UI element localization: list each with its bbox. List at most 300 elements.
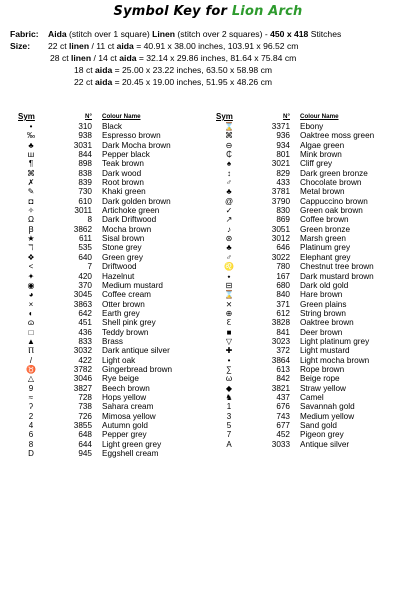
table-row: [214, 421, 410, 430]
cell-dmc-number: 451: [78, 318, 92, 328]
table-row: [16, 300, 212, 309]
table-row: [16, 141, 212, 150]
cell-dmc-number: 3862: [73, 224, 92, 234]
table-row: [16, 169, 212, 178]
size-line: [10, 40, 414, 52]
table-row: [214, 243, 410, 252]
table-row: [16, 178, 212, 187]
cell-colour-name: Beech brown: [102, 383, 150, 393]
cell-dmc-number: 780: [276, 262, 290, 272]
cell-colour-name: Metal brown: [300, 187, 345, 197]
cell-dmc-number: 898: [78, 159, 92, 169]
cell-dmc-number: 452: [276, 430, 290, 440]
cell-dmc-number: 3021: [271, 159, 290, 169]
table-row: [214, 346, 410, 355]
cell-colour-name: Elephant grey: [300, 252, 351, 262]
table-row: [214, 290, 410, 299]
cell-colour-name: Hare brown: [300, 290, 343, 300]
cell-colour-name: Hazelnut: [102, 271, 135, 281]
table-row: [16, 122, 212, 131]
table-row: [16, 225, 212, 234]
cell-symbol: ♞: [225, 392, 233, 402]
cell-colour-name: Otter brown: [102, 299, 145, 309]
cell-colour-name: Dark wood: [102, 168, 142, 178]
cell-symbol: ♉: [26, 364, 36, 374]
cell-symbol: ⌘: [225, 131, 233, 141]
cell-colour-name: Beige rope: [300, 374, 340, 384]
table-row: [214, 169, 410, 178]
cell-colour-name: Green bronze: [300, 224, 351, 234]
size-prefix: 18 ct: [74, 65, 96, 75]
size-label: Size:: [10, 41, 31, 51]
cell-symbol: ◕: [28, 290, 34, 300]
cell-dmc-number: 612: [276, 308, 290, 318]
cell-dmc-number: 371: [276, 299, 290, 309]
table-body: [214, 122, 410, 449]
cell-symbol: ♪: [227, 224, 231, 234]
size-fabric2: aida: [95, 77, 113, 87]
cell-colour-name: String brown: [300, 308, 346, 318]
cell-symbol: ◉: [27, 280, 35, 290]
table-header: [16, 111, 212, 122]
cell-symbol: Ꞵ: [28, 224, 34, 234]
size-line: [10, 52, 414, 64]
size-dims: = 32.14 x 29.86 inches, 81.64 x 75.84 cm: [136, 53, 297, 63]
cell-dmc-number: 3827: [73, 383, 92, 393]
cell-symbol: ✚: [225, 346, 233, 356]
table-row: [16, 318, 212, 327]
table-row: [214, 384, 410, 393]
fabric-label: Fabric:: [10, 29, 39, 39]
cell-colour-name: Medium yellow: [300, 411, 355, 421]
table-row: [16, 272, 212, 281]
cell-dmc-number: 642: [78, 308, 92, 318]
column-colour-name: Colour Name: [300, 113, 339, 120]
cell-colour-name: Dark green bronze: [300, 168, 368, 178]
size-dims: = 25.00 x 23.22 inches, 63.50 x 58.98 cm: [112, 65, 273, 75]
cell-symbol: Ω: [28, 215, 34, 225]
cell-dmc-number: 3864: [271, 355, 290, 365]
cell-symbol: ♂: [226, 178, 232, 188]
cell-symbol: 1: [226, 402, 232, 412]
cell-symbol: /: [29, 355, 33, 365]
cell-colour-name: Deer brown: [300, 327, 343, 337]
table-row: [16, 253, 212, 262]
size-prefix: 22 ct: [48, 41, 70, 51]
cell-symbol: ↗: [225, 215, 233, 225]
size-lines: [10, 40, 414, 88]
cell-dmc-number: 3782: [73, 364, 92, 374]
cell-colour-name: Dark Driftwood: [102, 215, 157, 225]
cell-dmc-number: 842: [276, 374, 290, 384]
cell-dmc-number: 3012: [271, 234, 290, 244]
size-dims: = 20.45 x 19.00 inches, 51.95 x 48.26 cm: [112, 77, 273, 87]
cell-dmc-number: 8: [87, 215, 92, 225]
cell-dmc-number: 436: [78, 327, 92, 337]
cell-symbol: ◆: [225, 383, 233, 393]
size-mid: / 14 ct: [91, 53, 120, 63]
cell-symbol: ♣: [226, 187, 232, 197]
table-header: [214, 111, 410, 122]
table-row: [16, 356, 212, 365]
cell-symbol: ⊕: [225, 308, 233, 318]
cell-symbol: ¶: [28, 159, 34, 169]
cell-dmc-number: 3033: [271, 439, 290, 449]
cell-dmc-number: 730: [78, 187, 92, 197]
cell-colour-name: Rye beige: [102, 374, 139, 384]
cell-colour-name: Cappuccino brown: [300, 196, 368, 206]
cell-dmc-number: 840: [276, 290, 290, 300]
table-row: [16, 262, 212, 271]
cell-colour-name: Khaki green: [102, 187, 146, 197]
cell-symbol: •: [227, 355, 231, 365]
table-row: [16, 197, 212, 206]
cell-dmc-number: 938: [78, 131, 92, 141]
cell-colour-name: Pepper black: [102, 150, 150, 160]
cell-colour-name: Ebony: [300, 122, 324, 131]
cell-dmc-number: 646: [276, 243, 290, 253]
cell-colour-name: Cliff grey: [300, 159, 333, 169]
cell-colour-name: Black: [102, 122, 123, 131]
cell-dmc-number: 841: [276, 327, 290, 337]
cell-dmc-number: 644: [78, 439, 92, 449]
cell-colour-name: Marsh green: [300, 234, 346, 244]
cell-symbol: ʔ: [29, 402, 33, 412]
cell-symbol: ℸ: [28, 243, 34, 253]
cell-dmc-number: 801: [276, 150, 290, 160]
cell-symbol: ⌛: [224, 290, 234, 300]
cell-dmc-number: 839: [78, 178, 92, 188]
cell-symbol: •: [29, 122, 33, 131]
table-row: [214, 393, 410, 402]
cell-symbol: ⊟: [225, 280, 233, 290]
cell-dmc-number: 611: [78, 234, 92, 244]
cell-colour-name: Coffee cream: [102, 290, 151, 300]
cell-colour-name: Autumn gold: [102, 421, 148, 430]
cell-symbol: ₵: [226, 150, 232, 160]
cell-colour-name: Dark old gold: [300, 280, 349, 290]
cell-symbol: ▲: [27, 336, 35, 346]
cell-colour-name: Driftwood: [102, 262, 137, 272]
cell-symbol: ◐: [28, 308, 34, 318]
cell-dmc-number: 3051: [271, 224, 290, 234]
cell-symbol: ✓: [225, 206, 233, 216]
cell-dmc-number: 726: [78, 411, 92, 421]
cell-dmc-number: 3046: [73, 374, 92, 384]
table-row: [214, 122, 410, 131]
table-row: [214, 141, 410, 150]
table-row: [16, 412, 212, 421]
table-row: [214, 131, 410, 140]
table-row: [214, 206, 410, 215]
cell-symbol: 6: [28, 430, 34, 440]
cell-symbol: ★: [27, 234, 35, 244]
column-sym: Sym: [18, 112, 35, 121]
cell-symbol: ♣: [28, 140, 34, 150]
table-row: [16, 290, 212, 299]
size-line: [10, 76, 414, 88]
title-pattern-name: Lion Arch: [231, 4, 303, 19]
cell-colour-name: Pepper grey: [102, 430, 147, 440]
cell-symbol: ✗: [27, 178, 35, 188]
symbol-table-left: [16, 111, 212, 458]
cell-symbol: ш: [27, 150, 35, 160]
table-row: [16, 234, 212, 243]
size-fabric2: aida: [119, 53, 137, 63]
cell-symbol: ≈: [28, 392, 34, 402]
table-row: [214, 150, 410, 159]
cell-symbol: ⊛: [225, 234, 233, 244]
cell-colour-name: Medium mustard: [102, 280, 163, 290]
cell-dmc-number: 370: [78, 280, 92, 290]
cell-colour-name: Sand gold: [300, 421, 337, 430]
table-row: [16, 430, 212, 439]
cell-colour-name: Shell pink grey: [102, 318, 156, 328]
cell-dmc-number: 728: [78, 392, 92, 402]
column-sym: Sym: [216, 112, 233, 121]
cell-colour-name: Straw yellow: [300, 383, 346, 393]
cell-symbol: 5: [226, 421, 232, 430]
cell-symbol: ɷ: [27, 318, 35, 328]
table-row: [16, 131, 212, 140]
cell-dmc-number: 3022: [271, 252, 290, 262]
table-body: [16, 122, 212, 458]
cell-dmc-number: 3863: [73, 299, 92, 309]
cell-colour-name: Camel: [300, 392, 324, 402]
cell-dmc-number: 738: [78, 402, 92, 412]
fabric-aida: Aida: [48, 29, 67, 39]
cell-dmc-number: 3821: [271, 383, 290, 393]
cell-colour-name: Mocha brown: [102, 224, 152, 234]
cell-symbol: ▽: [225, 336, 233, 346]
cell-dmc-number: 640: [78, 252, 92, 262]
cell-symbol: A: [226, 439, 232, 449]
cell-colour-name: Oaktree brown: [300, 318, 354, 328]
cell-symbol: 2: [28, 411, 34, 421]
table-row: [214, 197, 410, 206]
cell-dmc-number: 869: [276, 215, 290, 225]
cell-colour-name: Sahara cream: [102, 402, 154, 412]
table-row: [16, 243, 212, 252]
cell-colour-name: Dark antique silver: [102, 346, 170, 356]
stitch-suffix: Stitches: [308, 29, 342, 39]
table-row: [16, 346, 212, 355]
cell-dmc-number: 372: [276, 346, 290, 356]
cell-colour-name: Green plains: [300, 299, 347, 309]
cell-dmc-number: 3031: [73, 140, 92, 150]
cell-colour-name: Hops yellow: [102, 392, 147, 402]
table-row: [214, 318, 410, 327]
cell-dmc-number: 3045: [73, 290, 92, 300]
cell-dmc-number: 610: [78, 196, 92, 206]
table-row: [16, 384, 212, 393]
cell-dmc-number: 829: [276, 168, 290, 178]
table-row: [214, 178, 410, 187]
table-row: [16, 206, 212, 215]
cell-colour-name: Dark mustard brown: [300, 271, 374, 281]
cell-dmc-number: 680: [276, 280, 290, 290]
cell-symbol: 9: [28, 383, 34, 393]
cell-symbol: △: [27, 374, 35, 384]
cell-dmc-number: 420: [78, 271, 92, 281]
table-row: [214, 262, 410, 271]
cell-symbol: ∑: [226, 364, 232, 374]
cell-symbol: @: [224, 196, 234, 206]
cell-colour-name: Light mustard: [300, 346, 350, 356]
table-row: [214, 402, 410, 411]
table-row: [214, 159, 410, 168]
table-row: [214, 374, 410, 383]
cell-dmc-number: 422: [78, 355, 92, 365]
cell-colour-name: Chocolate brown: [300, 178, 362, 188]
cell-symbol: ω: [225, 374, 233, 384]
cell-colour-name: Eggshell cream: [102, 449, 159, 459]
table-row: [214, 187, 410, 196]
table-row: [214, 356, 410, 365]
size-fabric: linen: [69, 41, 90, 51]
table-row: [16, 215, 212, 224]
cell-dmc-number: 3371: [271, 122, 290, 131]
cell-colour-name: Stone grey: [102, 243, 142, 253]
cell-dmc-number: 3781: [271, 187, 290, 197]
cell-dmc-number: 743: [276, 411, 290, 421]
cell-colour-name: Algae green: [300, 140, 345, 150]
cell-colour-name: Platinum grey: [300, 243, 351, 253]
cell-symbol: ♠: [226, 159, 232, 169]
cell-symbol: D: [28, 449, 34, 459]
cell-dmc-number: 3023: [271, 336, 290, 346]
table-row: [16, 337, 212, 346]
fabric-linen-note: (stitch over 2 squares) -: [175, 29, 271, 39]
cell-dmc-number: 844: [78, 150, 92, 160]
cell-symbol: ⬩: [227, 271, 231, 281]
cell-colour-name: Gingerbread brown: [102, 364, 173, 374]
cell-symbol: ⌛: [224, 122, 234, 131]
cell-colour-name: Brass: [102, 336, 123, 346]
cell-symbol: ‰: [27, 131, 35, 141]
table-row: [214, 440, 410, 449]
cell-dmc-number: 936: [276, 131, 290, 141]
table-row: [214, 328, 410, 337]
cell-symbol: 3: [226, 411, 232, 421]
cell-colour-name: Sisal brown: [102, 234, 145, 244]
cell-symbol: ♂: [226, 252, 232, 262]
cell-symbol: ✦: [27, 271, 35, 281]
fabric-aida-note: (stitch over 1 square): [66, 29, 153, 39]
cell-dmc-number: 535: [78, 243, 92, 253]
table-row: [214, 281, 410, 290]
cell-colour-name: Chestnut tree brown: [300, 262, 374, 272]
cell-symbol: □: [28, 327, 34, 337]
fabric-row: [10, 28, 414, 40]
cell-colour-name: Coffee brown: [300, 215, 349, 225]
table-row: [16, 309, 212, 318]
cell-colour-name: Dark golden brown: [102, 196, 171, 206]
table-row: [16, 449, 212, 458]
cell-dmc-number: 7: [87, 262, 92, 272]
cell-dmc-number: 3828: [271, 318, 290, 328]
cell-colour-name: Teddy brown: [102, 327, 149, 337]
column-number: N°: [85, 113, 92, 120]
cell-colour-name: Mink brown: [300, 150, 342, 160]
cell-symbol: ♌: [224, 262, 234, 272]
cell-colour-name: Pigeon grey: [300, 430, 344, 440]
cell-dmc-number: 3032: [73, 346, 92, 356]
table-row: [214, 215, 410, 224]
cell-dmc-number: 3790: [271, 196, 290, 206]
stitch-count: 450 x 418: [270, 29, 309, 39]
cell-dmc-number: 677: [276, 421, 290, 430]
size-line: [10, 64, 414, 76]
cell-symbol: 4: [28, 421, 34, 430]
column-number: N°: [283, 113, 290, 120]
cell-dmc-number: 648: [78, 430, 92, 440]
table-row: [214, 234, 410, 243]
table-row: [214, 225, 410, 234]
table-row: [16, 281, 212, 290]
fabric-linen: Linen: [152, 29, 176, 39]
cell-colour-name: Espresso brown: [102, 131, 161, 141]
cell-colour-name: Light platinum grey: [300, 336, 370, 346]
cell-colour-name: Oaktree moss green: [300, 131, 375, 141]
cell-symbol: ✎: [27, 187, 35, 197]
cell-colour-name: Dark Mocha brown: [102, 140, 171, 150]
cell-dmc-number: 934: [276, 140, 290, 150]
table-row: [16, 393, 212, 402]
table-row: [16, 365, 212, 374]
cell-colour-name: Green grey: [102, 252, 143, 262]
cell-symbol: ❖: [27, 252, 35, 262]
cell-dmc-number: 833: [78, 336, 92, 346]
cell-symbol: ⊖: [225, 140, 233, 150]
cell-dmc-number: 167: [276, 271, 290, 281]
size-dims: = 40.91 x 38.00 inches, 103.91 x 96.52 cm: [133, 41, 299, 51]
cell-dmc-number: 310: [78, 122, 92, 131]
cell-colour-name: Rope brown: [300, 364, 345, 374]
cell-colour-name: Light mocha brown: [300, 355, 370, 365]
cell-dmc-number: 830: [276, 206, 290, 216]
cell-symbol: ×: [28, 299, 34, 309]
cell-symbol: 7: [226, 430, 232, 440]
cell-symbol: ✧: [27, 206, 35, 216]
table-row: [16, 421, 212, 430]
cell-colour-name: Light oak: [102, 355, 136, 365]
cell-colour-name: Earth grey: [102, 308, 140, 318]
cell-symbol: ⨯: [225, 299, 233, 309]
table-row: [16, 187, 212, 196]
cell-symbol: ♣: [226, 243, 232, 253]
cell-symbol: ◘: [28, 196, 34, 206]
table-row: [16, 328, 212, 337]
table-row: [214, 365, 410, 374]
cell-colour-name: Savannah gold: [300, 402, 355, 412]
size-prefix: 22 ct: [74, 77, 96, 87]
cell-dmc-number: 838: [78, 168, 92, 178]
table-row: [16, 440, 212, 449]
cell-dmc-number: 945: [78, 449, 92, 459]
table-row: [16, 402, 212, 411]
cell-symbol: ⌘: [27, 168, 35, 178]
cell-dmc-number: 437: [276, 392, 290, 402]
title-prefix: Symbol Key for: [113, 4, 232, 19]
cell-dmc-number: 3855: [73, 421, 92, 430]
cell-symbol: ℇ: [226, 318, 232, 328]
cell-dmc-number: 433: [276, 178, 290, 188]
table-row: [214, 272, 410, 281]
cell-colour-name: Green oak brown: [300, 206, 363, 216]
size-fabric2: aida: [95, 65, 113, 75]
page-title: [0, 4, 416, 19]
